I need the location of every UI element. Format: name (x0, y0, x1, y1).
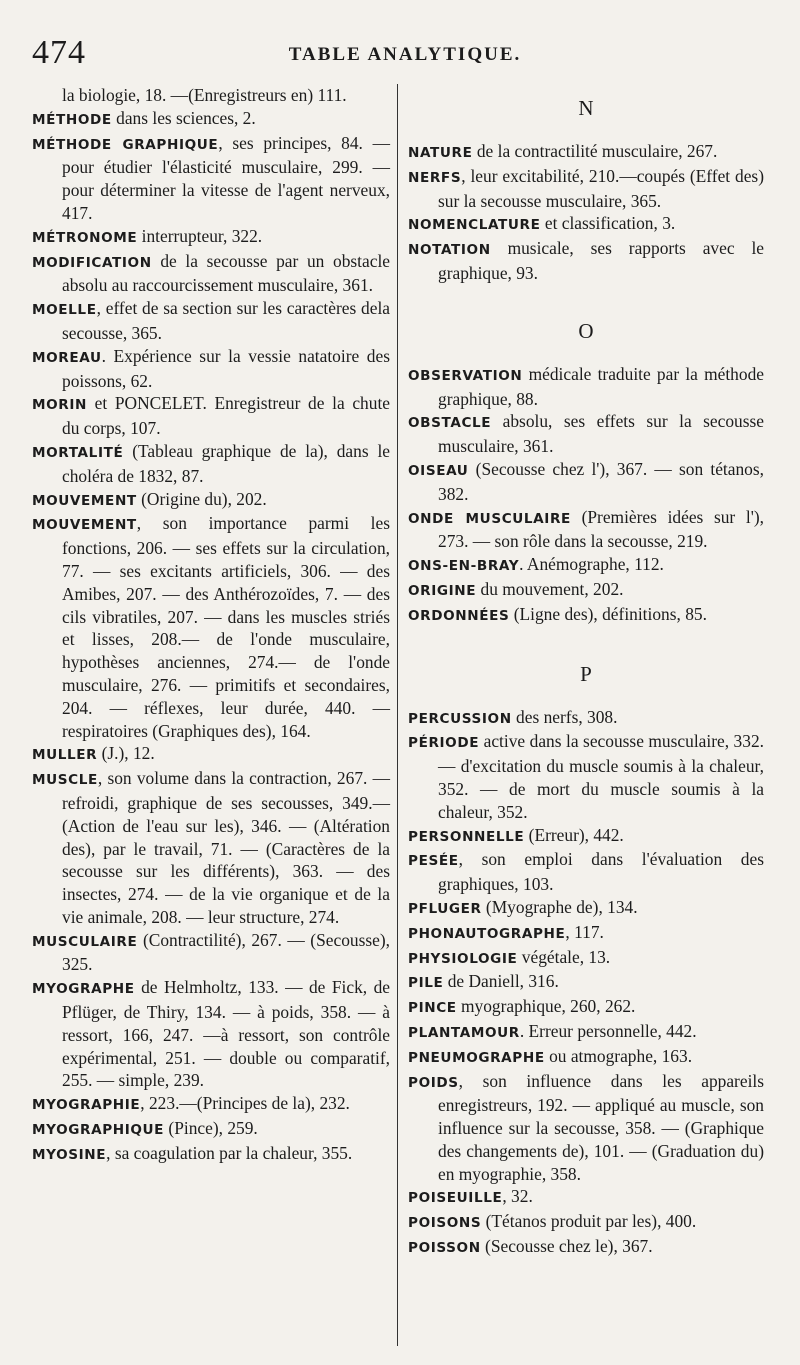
entry-headword: MYOGRAPHIQUE (32, 1122, 165, 1139)
index-entry (408, 363, 764, 411)
index-entry (408, 165, 764, 213)
index-entry (408, 1045, 764, 1070)
entry-text: ou atmographe, 163. (544, 1045, 693, 1066)
entry-text: (Ligne des), définitions, 85. (509, 603, 707, 624)
index-entry (408, 410, 764, 458)
index-entry (408, 553, 764, 578)
entry-headword: PILE (408, 975, 444, 992)
entry-headword: POISSON (408, 1240, 481, 1257)
section-spacer (408, 285, 764, 307)
entry-headword: OBSERVATION (408, 367, 523, 384)
entry-text: dans les sciences, 2. (111, 107, 256, 128)
entry-headword: MYOGRAPHE (32, 981, 135, 998)
entry-text: absolu, ses effets sur la secousse musculaire, 361. (438, 411, 764, 457)
index-entry (408, 946, 764, 971)
index-entry (32, 132, 390, 225)
index-entry (408, 1020, 764, 1045)
entry-headword: MOUVEMENT (32, 517, 137, 534)
entry-headword: OISEAU (408, 462, 469, 479)
index-entry (32, 297, 390, 345)
entry-text: , son emploi dans l'évaluation des graphiques, 103. (438, 849, 764, 895)
index-entry (32, 1142, 390, 1167)
entry-text: . Anémographe, 112. (519, 554, 664, 575)
entry-headword: OBSTACLE (408, 415, 492, 432)
entry-headword: PESÉE (408, 853, 459, 870)
entry-text: , son volume dans la contraction, 267. — refroidi, graphique de ses secousses, 349.—(Action de l'eau sur les), 346. — (Altération des), par le travail, 71. — (Caractères de la secousse sur les différents), 363. — des insectes, 274. — de la vie organique et de la vie animale, 208. — leur structure, 274. (62, 768, 390, 927)
entry-text: (Secousse chez le), 367. (480, 1236, 653, 1257)
entry-text: , 117. (565, 921, 604, 942)
index-entry (32, 742, 390, 767)
index-entry (408, 1070, 764, 1186)
entry-text: (Myographe de), 134. (481, 896, 638, 917)
entry-text: médicale traduite par la méthode graphique, 88. (438, 363, 764, 409)
index-entry (408, 237, 764, 285)
entry-headword: ONS-EN-BRAY (408, 558, 520, 575)
index-entry (408, 824, 764, 849)
entry-headword: POISONS (408, 1215, 482, 1232)
entry-text: et classification, 3. (540, 213, 676, 234)
entry-headword: MODIFICATION (32, 254, 152, 271)
entry-headword: MOREAU (32, 349, 102, 366)
entry-text: , leur excitabilité, 210.—coupés (Effet des) sur la secousse musculaire, 365. (438, 165, 764, 211)
entry-headword: NOMENCLATURE (408, 217, 541, 234)
index-entry (32, 345, 390, 393)
index-entry (408, 212, 764, 237)
entry-text: (Pince), 259. (164, 1118, 258, 1139)
entry-text: . Expérience sur la vessie natatoire des poissons, 62. (62, 345, 390, 391)
entry-text: , son influence dans les appareils enregistreurs, 192. — appliqué au muscle, son influence sur la secousse, 358. — (Graphique des changements de), 101. — (Graduation du) en myographie, 358. (438, 1070, 764, 1184)
entry-headword: MÉTRONOME (32, 229, 138, 246)
entry-text: musicale, ses rapports avec le graphique, 93. (438, 238, 764, 283)
entry-headword: PHONAUTOGRAPHE (408, 925, 566, 942)
entry-headword: PERSONNELLE (408, 828, 525, 845)
entry-text: (Erreur), 442. (524, 824, 624, 845)
entry-headword: MUSCLE (32, 772, 98, 789)
entry-headword: MYOGRAPHIE (32, 1097, 141, 1114)
entry-headword: MUSCULAIRE (32, 933, 138, 950)
entry-text: et PONCELET. Enregistreur de la chute du corps, 107. (62, 393, 390, 439)
index-entry (32, 1092, 390, 1117)
entry-text: (Origine du), 202. (136, 488, 267, 509)
entry-headword: NERFS (408, 169, 462, 186)
index-entry (32, 512, 390, 742)
index-entry (408, 506, 764, 554)
index-entry (408, 848, 764, 896)
index-entry (408, 1235, 764, 1260)
index-entry (408, 578, 764, 603)
section-letter: N (578, 96, 594, 120)
index-entry (32, 440, 390, 488)
entry-text: , 223.—(Principes de la), 232. (140, 1093, 350, 1114)
index-entry (408, 706, 764, 731)
entry-headword: PLANTAMOUR (408, 1024, 520, 1041)
entry-headword: MULLER (32, 747, 98, 764)
entry-text: , ses principes, 84. —pour étudier l'élasticité musculaire, 299. — pour déterminer la vitesse de l'agent nerveux, 417. (62, 132, 390, 223)
index-entry (32, 929, 390, 977)
section-letter: O (578, 318, 594, 343)
section-letter: P (580, 661, 592, 686)
entry-text: , 32. (502, 1186, 533, 1207)
entry-headword: PHYSIOLOGIE (408, 950, 518, 967)
entry-text: active dans la secousse musculaire, 332. — d'excitation du muscle soumis à la chaleur, 352. — de mort du muscle soumis à la chaleur, 352. (438, 731, 764, 822)
index-entry (408, 1210, 764, 1235)
page-header (32, 32, 778, 76)
left-column (32, 84, 390, 1167)
entry-headword: POIDS (408, 1074, 459, 1091)
entry-text: , son importance parmi les fonctions, 206. — ses effets sur la circulation, 77. — ses excitants artificiels, 306. — des Amibes, 207. — des Anthérozoïdes, 7. — des cils vibratiles, 207. — dans les muscles striés et lisses, 208.— de l'onde musculaire, hypothèses anciennes, 274.— de l'onde musculaire, 276. — primitifs et secondaires, 204. — réflexes, leur durée, 440. — respiratoires (Graphiques des), 164. (62, 513, 390, 741)
entry-headword: PERCUSSION (408, 710, 512, 727)
entry-text: , sa coagulation par la chaleur, 355. (106, 1142, 353, 1163)
entry-text: de Daniell, 316. (443, 971, 559, 992)
index-entry (408, 458, 764, 506)
index-entry (32, 392, 390, 440)
index-entry (408, 995, 764, 1020)
entry-text: , effet de sa section sur les caractères dela secousse, 365. (62, 298, 390, 343)
index-entry (408, 140, 764, 165)
entry-text: (Tétanos produit par les), 400. (481, 1211, 697, 1232)
entry-headword: MORTALITÉ (32, 444, 124, 461)
entry-text: (Contractilité), 267. — (Secousse), 325. (62, 929, 390, 975)
index-entry (32, 976, 390, 1092)
entry-text: (Premières idées sur l'), 273. — son rôle dans la secousse, 219. (438, 506, 764, 552)
entry-headword: MÉTHODE (32, 111, 112, 128)
entry-text: myographique, 260, 262. (456, 996, 636, 1017)
entry-text: du mouvement, 202. (476, 578, 624, 599)
entry-headword: NOTATION (408, 242, 491, 259)
entry-headword: MÉTHODE GRAPHIQUE (32, 136, 219, 153)
index-entry (32, 488, 390, 513)
entry-headword: ORDONNÉES (408, 607, 510, 624)
index-entry (408, 730, 764, 823)
continuation-text: la biologie, 18. —(Enregistreurs en) 111. (62, 85, 347, 105)
entry-text: de la secousse par un obstacle absolu au raccourcissement musculaire, 361. (62, 250, 390, 296)
entry-text: des nerfs, 308. (511, 706, 618, 727)
entry-headword: MYOSINE (32, 1146, 107, 1163)
entry-headword: ORIGINE (408, 582, 477, 599)
index-entry (32, 107, 390, 132)
entry-text: de la contractilité musculaire, 267. (472, 141, 718, 161)
entry-headword: ONDE MUSCULAIRE (408, 510, 571, 527)
entry-headword: POISEUILLE (408, 1190, 503, 1207)
index-entry (32, 225, 390, 250)
entry-headword: PINCE (408, 1000, 457, 1017)
index-entry (408, 1185, 764, 1210)
index-entry (32, 250, 390, 298)
running-title: TABLE ANALYTIQUE. (288, 44, 522, 65)
right-column (408, 84, 764, 1260)
entry-headword: MOUVEMENT (32, 492, 137, 509)
entry-text: végétale, 13. (517, 946, 611, 967)
entry-headword: PFLUGER (408, 900, 482, 917)
entry-text: (Tableau graphique de la), dans le choléra de 1832, 87. (62, 440, 390, 486)
entry-headword: PNEUMOGRAPHE (408, 1049, 545, 1066)
entry-headword: MORIN (32, 397, 87, 414)
index-entry (32, 1117, 390, 1142)
entry-text: de Helmholtz, 133. — de Fick, de Pflüger, de Thiry, 134. — à poids, 358. — à ressort, 166, 247. —à ressort, son contrôle expérimental, 251. — double ou comparatif, 255. — simple, 239. (62, 977, 390, 1091)
entry-text: interrupteur, 322. (137, 225, 263, 246)
section-spacer (408, 628, 764, 650)
entry-text: . Erreur personnelle, 442. (519, 1020, 697, 1041)
column-divider (397, 84, 398, 1346)
index-entry (408, 970, 764, 995)
index-entry (408, 896, 764, 921)
index-entry (408, 603, 764, 628)
index-entry (408, 921, 764, 946)
entry-headword: NATURE (408, 145, 473, 161)
entry-headword: MOELLE (32, 302, 97, 319)
index-entry (32, 767, 390, 929)
entry-headword: PÉRIODE (408, 735, 480, 752)
page-number: 474 (32, 34, 86, 71)
entry-text: (Secousse chez l'), 367. — son tétanos, 382. (438, 458, 764, 504)
entry-text: (J.), 12. (97, 743, 155, 764)
